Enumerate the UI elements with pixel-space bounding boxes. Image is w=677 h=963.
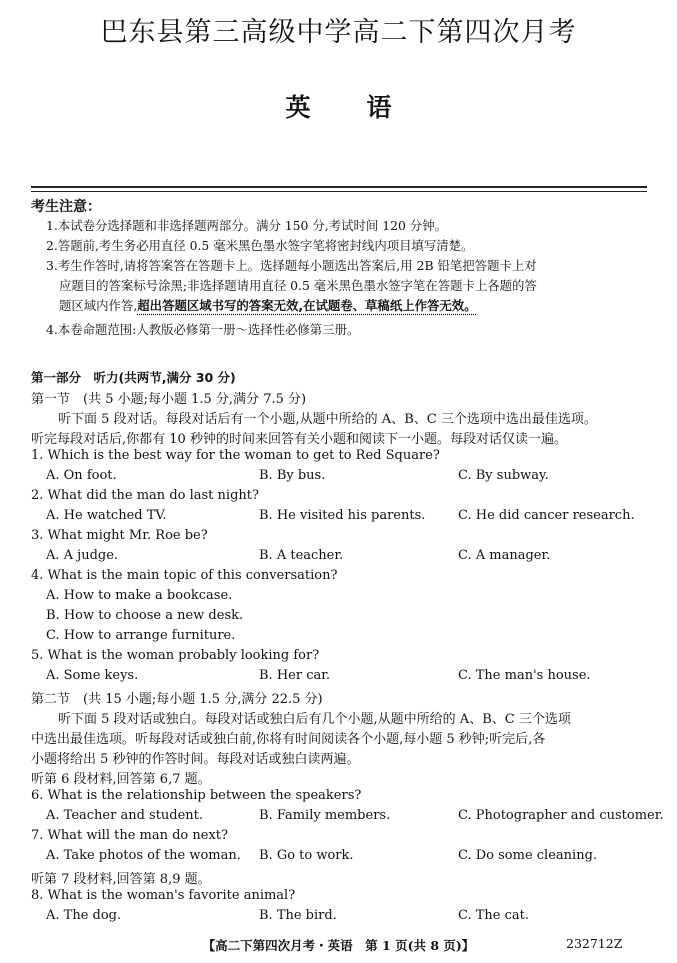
- question-3-option-b: B. A teacher.: [259, 548, 344, 563]
- divider-thick: [31, 186, 647, 188]
- question-5-stem: 5. What is the woman probably looking for?: [31, 648, 320, 663]
- question-6-option-a: A. Teacher and student.: [46, 808, 204, 823]
- notice-item-3-line-3: [46, 296, 652, 316]
- footer-label: 【高二下第四次月考・英语 第 1 页(共 8 页)】: [202, 938, 475, 953]
- paper-code: 232712Z: [566, 936, 623, 951]
- material-6-instruction: 听第 6 段材料,回答第 6,7 题。: [31, 772, 211, 787]
- question-5-option-c: C. The man's house.: [458, 668, 591, 683]
- question-1-stem: 1. Which is the best way for the woman to get to Red Square?: [31, 448, 440, 463]
- question-7-option-c: C. Do some cleaning.: [458, 848, 598, 863]
- notice-item-1: 1.本试卷分选择题和非选择题两部分。满分 150 分,考试时间 120 分钟。: [46, 218, 447, 233]
- question-7-stem: 7. What will the man do next?: [31, 828, 228, 843]
- question-7-option-b: B. Go to work.: [259, 848, 354, 863]
- question-8-option-a: A. The dog.: [46, 908, 122, 923]
- notice-item-2: 2.答题前,考生务必用直径 0.5 毫米黑色墨水签字笔将密封线内项目填写清楚。: [46, 238, 474, 253]
- question-4-option-a: A. How to make a bookcase.: [46, 588, 233, 603]
- notice-heading: 考生注意：: [31, 199, 101, 215]
- notice-item-3-line-1: 3.考生作答时,请将答案答在答题卡上。选择题每小题选出答案后,用 2B 铅笔把答题卡上对: [46, 258, 537, 273]
- question-3-option-c: C. A manager.: [458, 548, 551, 563]
- section-1-instructions-2: 听完每段对话后,你都有 10 秒钟的时间来回答有关小题和阅读下一小题。每段对话仅读一遍。: [31, 432, 567, 447]
- question-5-option-a: A. Some keys.: [46, 668, 139, 683]
- question-8-stem: 8. What is the woman's favorite animal?: [31, 888, 296, 903]
- question-8-option-c: C. The cat.: [458, 908, 530, 923]
- question-2-option-b: B. He visited his parents.: [259, 508, 426, 523]
- question-6-option-c: C. Photographer and customer.: [458, 808, 664, 823]
- notice-emphasis: 超出答题区域书写的答案无效,在试题卷、草稿纸上作答无效。: [137, 298, 477, 313]
- question-2-option-a: A. He watched TV.: [46, 508, 167, 523]
- notice-item-3-line-2-text: 应题目的答案标号涂黑;非选择题请用直径 0.5 毫米黑色墨水签字笔在答题卡上各题的答: [59, 278, 537, 293]
- section-2-instructions-3: 小题将给出 5 秒钟的作答时间。每段对话或独白读两遍。: [31, 752, 360, 767]
- subject-title: 英语: [285, 93, 448, 122]
- question-1-option-b: B. By bus.: [259, 468, 326, 483]
- section-2-instructions-1: 听下面 5 段对话或独白。每段对话或独白后有几个小题,从题中所给的 A、B、C 三个选项: [58, 712, 571, 727]
- material-7-instruction: 听第 7 段材料,回答第 8,9 题。: [31, 872, 211, 887]
- question-1-option-a: A. On foot.: [46, 468, 117, 483]
- section-1-heading: 第一节 (共 5 小题;每小题 1.5 分,满分 7.5 分): [31, 392, 307, 407]
- notice-item-3-line-2: [46, 276, 652, 296]
- question-2-stem: 2. What did the man do last night?: [31, 488, 259, 503]
- notice-item-4: 4.本卷命题范围:人教版必修第一册～选择性必修第三册。: [46, 322, 360, 337]
- question-6-option-b: B. Family members.: [259, 808, 391, 823]
- question-2-option-c: C. He did cancer research.: [458, 508, 635, 523]
- exam-title: 巴东县第三高级中学高二下第四次月考: [100, 17, 577, 48]
- part-1-heading: 第一部分 听力(共两节,满分 30 分): [31, 370, 236, 385]
- notice-item-3-line-3-text: 题区域内作答,: [59, 298, 138, 313]
- question-4-stem: 4. What is the main topic of this conversation?: [31, 568, 338, 583]
- question-4-option-c: C. How to arrange furniture.: [46, 628, 236, 643]
- section-2-heading: 第二节 (共 15 小题;每小题 1.5 分,满分 22.5 分): [31, 692, 323, 707]
- question-3-option-a: A. A judge.: [46, 548, 119, 563]
- question-6-stem: 6. What is the relationship between the speakers?: [31, 788, 362, 803]
- section-2-instructions-2: 中选出最佳选项。听每段对话或独白前,你将有时间阅读各个小题,每小题 5 秒钟;听完后,各: [31, 732, 546, 747]
- divider-thin: [31, 191, 647, 192]
- question-8-option-b: B. The bird.: [259, 908, 337, 923]
- question-4-option-b: B. How to choose a new desk.: [46, 608, 244, 623]
- question-7-option-a: A. Take photos of the woman.: [46, 848, 241, 863]
- question-3-stem: 3. What might Mr. Roe be?: [31, 528, 208, 543]
- section-1-instructions-1: 听下面 5 段对话。每段对话后有一个小题,从题中所给的 A、B、C 三个选项中选出最佳选项。: [58, 412, 597, 427]
- question-5-option-b: B. Her car.: [259, 668, 331, 683]
- question-1-option-c: C. By subway.: [458, 468, 549, 483]
